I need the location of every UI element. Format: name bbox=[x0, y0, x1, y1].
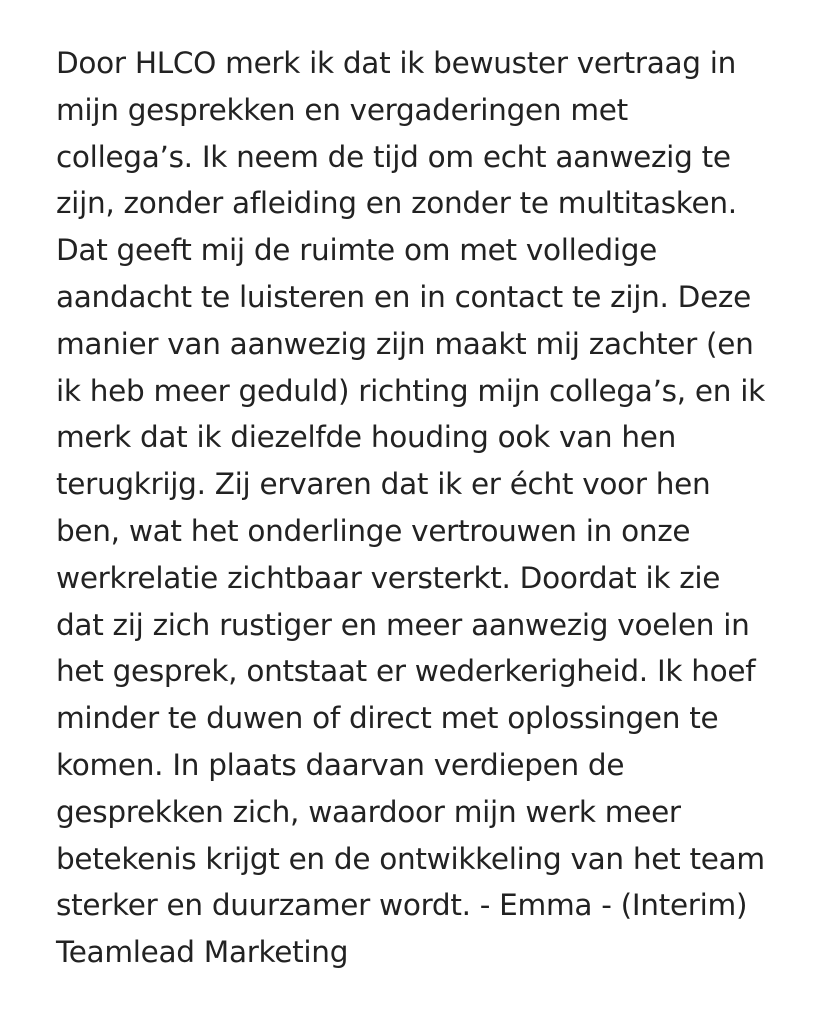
text-line: zijn, zonder afleiding en zonder te multitasken. bbox=[56, 186, 737, 221]
text-line: minder te duwen of direct met oplossingen te bbox=[56, 701, 719, 736]
text-line: het gesprek, ontstaat er wederkerigheid. Ik hoef bbox=[56, 654, 756, 689]
text-line: Door HLCO merk ik dat ik bewuster vertraag in bbox=[56, 46, 737, 80]
text-line: betekenis krijgt en de ontwikkeling van het team bbox=[56, 841, 765, 876]
text-line: ik heb meer geduld) richting mijn collega’s, en ik bbox=[56, 373, 765, 408]
text-line: gesprekken zich, waardoor mijn werk meer bbox=[56, 794, 681, 829]
text-line: terugkrijg. Zij ervaren dat ik er écht voor hen bbox=[56, 467, 711, 502]
text-line: ben, wat het onderlinge vertrouwen in onze bbox=[56, 513, 691, 548]
text-line: sterker en duurzamer wordt. - Emma - (Interim) bbox=[56, 888, 748, 923]
text-line: collega’s. Ik neem de tijd om echt aanwezig te bbox=[56, 139, 731, 174]
text-line: dat zij zich rustiger en meer aanwezig voelen in bbox=[56, 607, 750, 642]
text-line: aandacht te luisteren en in contact te zijn. Deze bbox=[56, 279, 751, 314]
text-line: werkrelatie zichtbaar versterkt. Doordat ik zie bbox=[56, 560, 721, 595]
text-line: mijn gesprekken en vergaderingen met bbox=[56, 92, 628, 127]
text-line: merk dat ik diezelfde houding ook van hen bbox=[56, 420, 676, 455]
text-line: Dat geeft mij de ruimte om met volledige bbox=[56, 233, 658, 268]
text-line: manier van aanwezig zijn maakt mij zachter (en bbox=[56, 326, 754, 361]
testimonial-text bbox=[56, 40, 786, 976]
author-line: Teamlead Marketing bbox=[56, 935, 349, 970]
text-line: komen. In plaats daarvan verdiepen de bbox=[56, 747, 625, 782]
